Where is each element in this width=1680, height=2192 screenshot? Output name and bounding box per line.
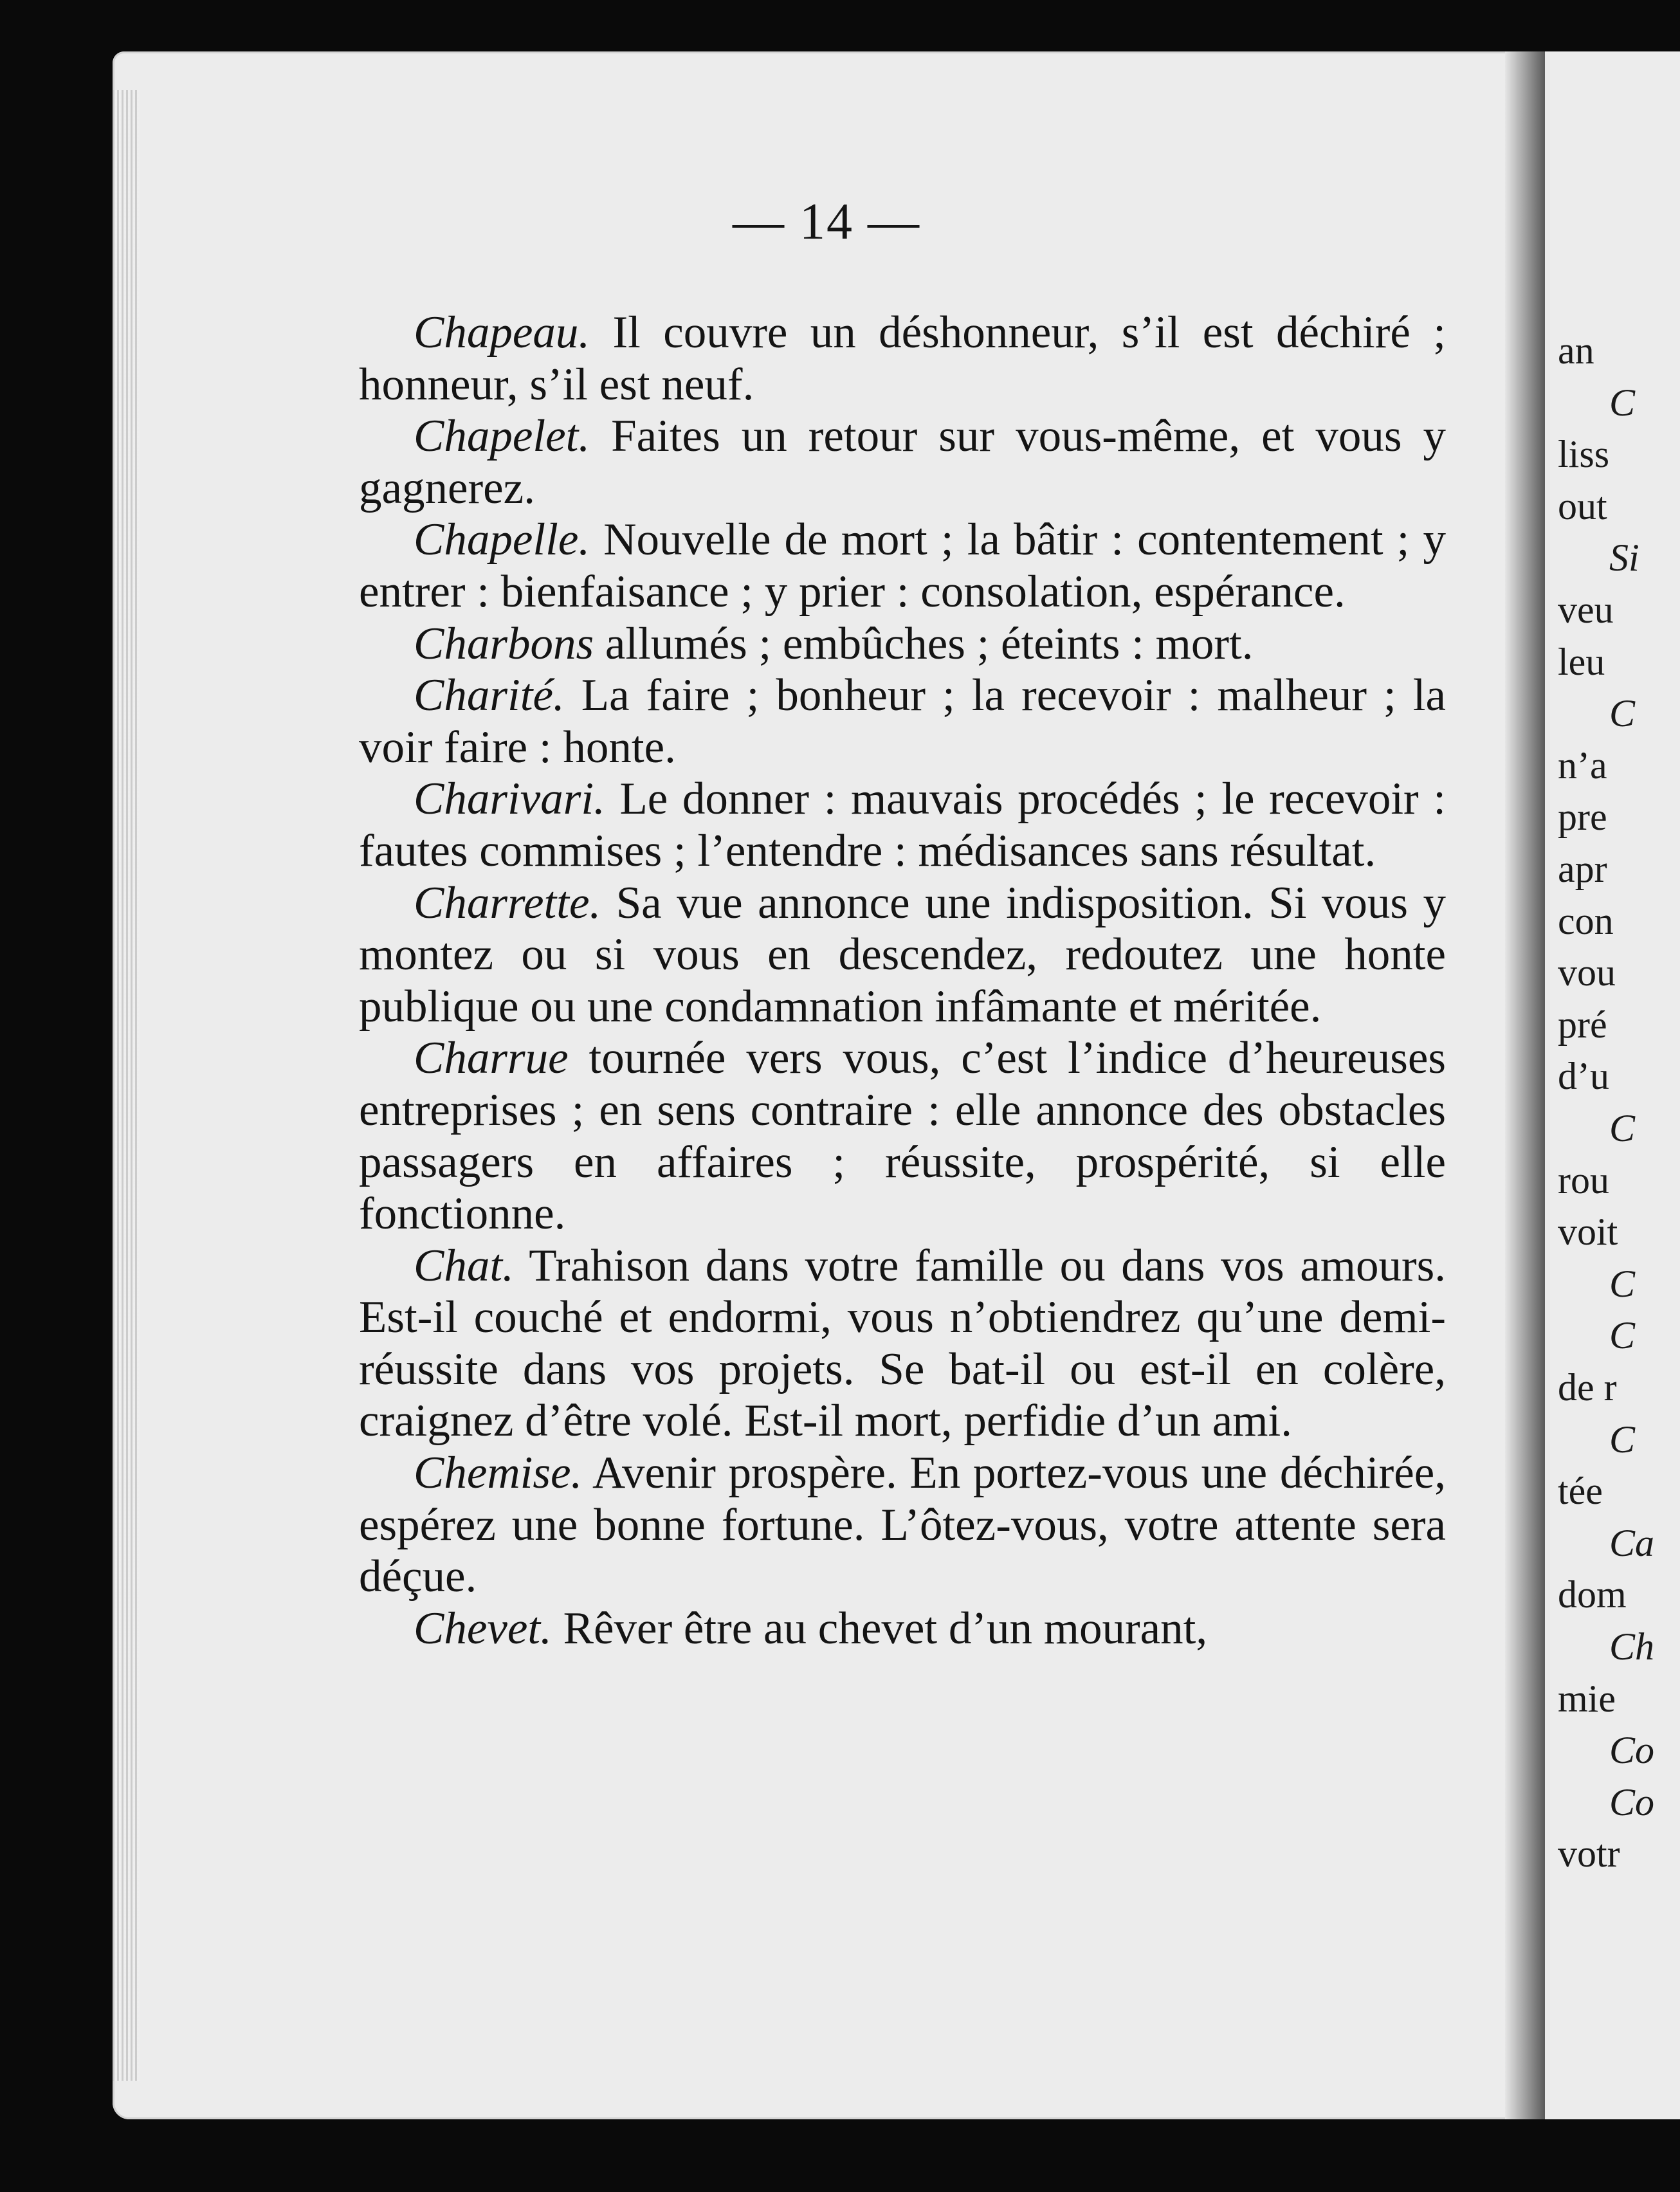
right-page-line: C — [1609, 1262, 1636, 1305]
entry-charivari — [359, 773, 1446, 877]
entry-headword: Charrue — [414, 1033, 569, 1084]
right-page-line: Ch — [1609, 1625, 1655, 1668]
entry-headword: Charrette. — [414, 877, 601, 928]
right-page-line: tée — [1558, 1470, 1603, 1513]
right-page-line: C — [1609, 1418, 1636, 1461]
right-page-line: rou — [1558, 1158, 1609, 1201]
right-page-line: d’u — [1558, 1055, 1609, 1098]
entry-chevet — [359, 1603, 1446, 1655]
right-page-line: leu — [1558, 640, 1605, 683]
entry-text: La faire ; bonheur ; la recevoir : malheur ; la voir faire : honte. — [359, 670, 1446, 772]
entry-chapelle — [359, 514, 1446, 617]
entry-text: tournée vers vous, c’est l’indice d’heureuses entreprises ; en sens contraire : elle annonce des obstacles passagers en affaires ; réussite, prospérité, si elle fonctionne. — [359, 1033, 1446, 1239]
right-page-line: voit — [1558, 1210, 1618, 1254]
right-page-line: de r — [1558, 1366, 1617, 1409]
entry-chapelet — [359, 410, 1446, 514]
right-page-line: veu — [1558, 589, 1614, 631]
right-page-line: votr — [1558, 1832, 1620, 1876]
entry-text: Trahison dans votre famille ou dans vos amours. Est-il couché et endormi, vous n’obtiendrez qu’une demi-réussite dans vos projets. Se bat-il ou est-il en colère, craignez d’être volé. Est-il mort, perfidie d’un ami. — [359, 1240, 1447, 1447]
right-page-line: Co — [1609, 1729, 1655, 1772]
page-edges — [113, 90, 140, 2081]
entry-text: allumés ; embûches ; éteints : mort. — [605, 618, 1254, 669]
entry-text: Le donner : mauvais procédés ; le recevoir : fautes commises ; l’entendre : médisances sans résultat. — [359, 774, 1447, 876]
entry-headword: Charité. — [414, 670, 565, 721]
right-page-line: con — [1558, 899, 1614, 942]
entry-headword: Chevet. — [414, 1603, 552, 1654]
right-page-line: Si — [1609, 536, 1639, 580]
right-page-line: C — [1609, 692, 1636, 735]
right-page — [1545, 51, 1680, 2119]
right-page-line: mie — [1558, 1677, 1616, 1720]
right-page-line: liss — [1558, 433, 1610, 476]
entry-text: Il couvre un déshonneur, s’il est déchiré ; honneur, s’il est neuf. — [359, 307, 1447, 410]
entry-text: Sa vue annonce une indisposition. Si vous y montez ou si vous en descendez, redoutez une honte publique ou une condamnation infâmante et méritée. — [359, 877, 1446, 1032]
right-page-line: Co — [1609, 1780, 1655, 1823]
entry-text: Nouvelle de mort ; la bâtir : contentement ; y entrer : bienfaisance ; y prier : consolation, espérance. — [359, 515, 1446, 617]
right-page-line: dom — [1558, 1573, 1627, 1616]
right-page-line: out — [1558, 484, 1607, 527]
entry-headword: Charivari. — [414, 774, 605, 825]
entry-headword: Chapelet. — [414, 411, 590, 462]
entry-headword: Chat. — [414, 1240, 514, 1291]
right-page-line: C — [1609, 381, 1636, 424]
entry-chemise — [359, 1447, 1446, 1603]
entry-charite — [359, 670, 1446, 773]
entry-charbons — [359, 618, 1446, 670]
entry-text: Faites un retour sur vous-même, et vous y gagnerez. — [359, 411, 1446, 513]
entry-text: Rêver être au chevet d’un mourant, — [563, 1603, 1208, 1654]
entry-text: Avenir prospère. En portez-vous une déchirée, espérez une bonne fortune. L’ôtez-vous, votre attente sera déçue. — [359, 1448, 1446, 1602]
page-number: — 14 — — [733, 194, 920, 250]
entry-charrette — [359, 877, 1446, 1033]
text-column — [359, 307, 1446, 1654]
book-gutter — [1505, 51, 1545, 2119]
right-page-line: C — [1609, 1314, 1636, 1357]
right-page-line: an — [1558, 329, 1594, 372]
entry-headword: Chapeau. — [414, 307, 590, 358]
entry-chat — [359, 1240, 1446, 1447]
entry-chapeau — [359, 307, 1446, 410]
entry-charrue — [359, 1032, 1446, 1239]
entry-headword: Chemise. — [414, 1448, 583, 1499]
entry-headword: Charbons — [414, 618, 594, 669]
right-page-line: C — [1609, 1107, 1636, 1149]
right-page-line: Ca — [1609, 1521, 1655, 1564]
right-page-line: apr — [1558, 848, 1607, 890]
entry-headword: Chapelle. — [414, 515, 590, 565]
right-page-line: vou — [1558, 951, 1616, 994]
right-page-line: pré — [1558, 1003, 1607, 1046]
right-page-line: pre — [1558, 796, 1607, 839]
right-page-line: n’a — [1558, 744, 1607, 787]
